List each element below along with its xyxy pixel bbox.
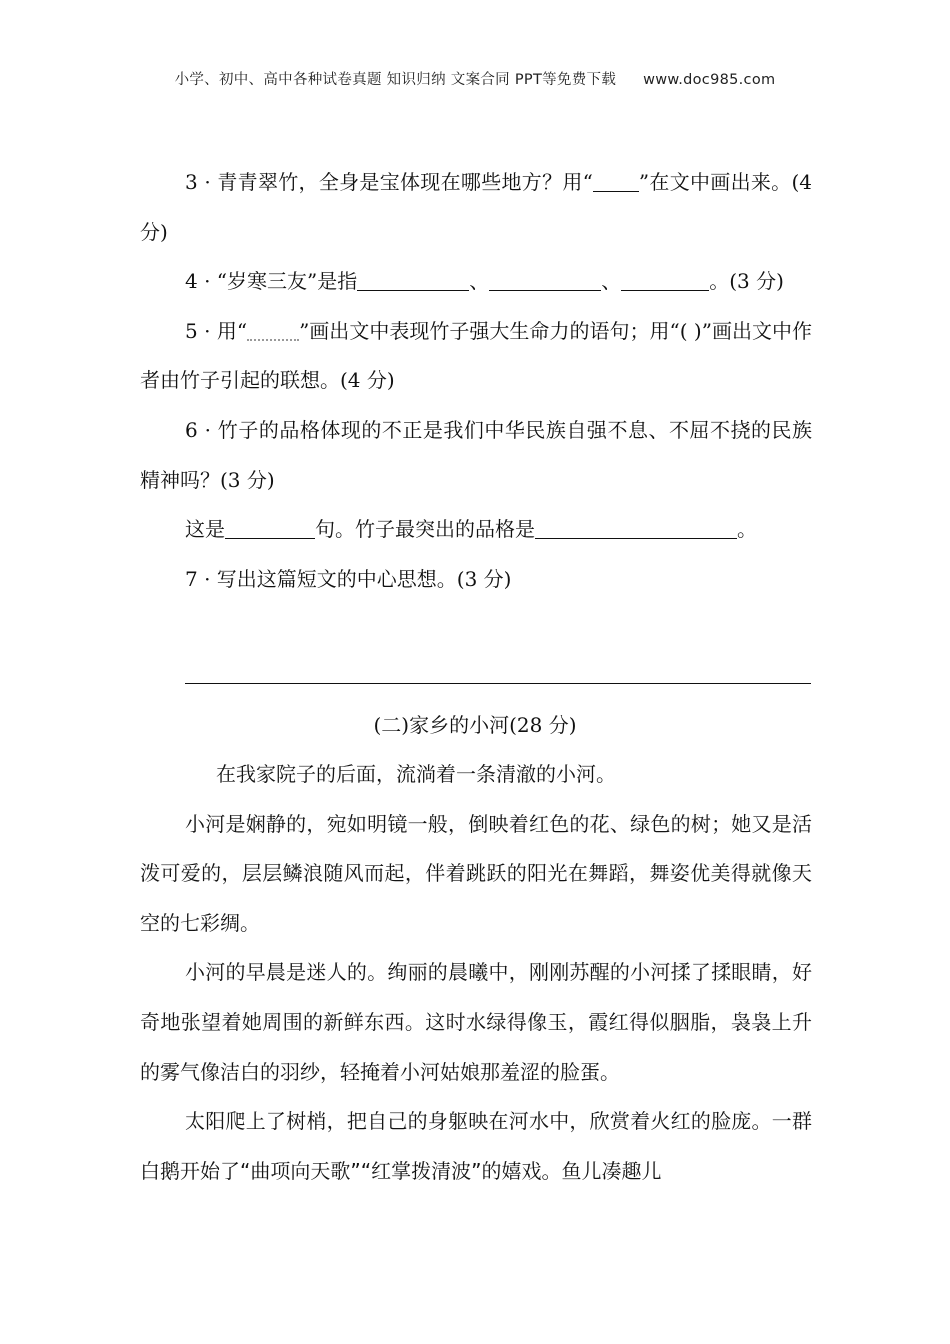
- question-3-text-b: ”在文中画出来。(4 分): [140, 170, 812, 244]
- question-6-answer-text-c: 。: [737, 517, 757, 542]
- article-paragraph-3: 小河的早晨是迷人的。绚丽的晨曦中，刚刚苏醒的小河揉了揉眼睛，好奇地张望着她周围的新鲜东西。这时水绿得像玉，霞红得似胭脂，袅袅上升的雾气像洁白的羽纱，轻掩着小河姑娘那羞涩的脸蛋。: [140, 960, 812, 1084]
- question-4-blank-1[interactable]: [357, 269, 469, 291]
- question-4-sep-2: 、: [601, 269, 622, 294]
- question-6-text: 6 · 竹子的品格体现的不正是我们中华民族自强不息、不屈不挠的民族精神吗？(3 分): [140, 417, 812, 492]
- wavy-line-sample: [247, 318, 299, 341]
- question-3: [140, 158, 812, 257]
- section-title: (二)家乡的小河(28 分): [373, 713, 577, 737]
- question-4: [140, 257, 812, 307]
- question-6-blank-2[interactable]: [535, 517, 737, 539]
- question-4-text-a: 4 · “岁寒三友”是指: [185, 269, 358, 294]
- question-3-line-sample: [593, 170, 639, 192]
- question-6-answer-text-a: 这是: [185, 517, 225, 542]
- question-5-text-b: ”画出文中表现竹子强大生命力的语句；用“( )”画出文中作者由竹子引起的联想。(4 分): [140, 318, 812, 393]
- article-body: [140, 750, 812, 1196]
- question-4-text-b: 。(3 分): [709, 269, 784, 294]
- article-paragraph-1: 在我家院子的后面，流淌着一条清澈的小河。: [216, 762, 616, 786]
- question-4-sep-1: 、: [469, 269, 490, 294]
- questions-block: [140, 158, 812, 604]
- question-5: [140, 307, 812, 406]
- question-7-answer-line[interactable]: [185, 683, 811, 684]
- header-text: 小学、初中、高中各种试卷真题 知识归纳 文案合同 PPT等免费下载: [174, 72, 617, 88]
- question-4-blank-2[interactable]: [489, 269, 601, 291]
- article-paragraph-2: 小河是娴静的，宛如明镜一般，倒映着红色的花、绿色的树；她又是活泼可爱的，层层鳞浪随风而起，伴着跳跃的阳光在舞蹈，舞姿优美得就像天空的七彩绸。: [140, 811, 812, 935]
- question-5-text-a: 5 · 用“: [185, 318, 248, 343]
- header-site: www.doc985.com: [643, 72, 776, 88]
- article-paragraph-4: 太阳爬上了树梢，把自己的身躯映在河水中，欣赏着火红的脸庞。一群白鹅开始了“曲项向天歌”“红掌拨清波”的嬉戏。鱼儿凑趣儿: [140, 1109, 812, 1183]
- question-3-text-a: 3 · 青青翠竹，全身是宝体现在哪些地方？用“: [185, 170, 593, 194]
- question-6: [140, 406, 812, 505]
- question-7-text: 7 · 写出这篇短文的中心思想。(3 分): [185, 566, 512, 591]
- question-6-answer: [140, 505, 812, 555]
- page-header: [0, 68, 950, 89]
- question-4-blank-3[interactable]: [621, 269, 709, 291]
- question-6-answer-text-b: 句。竹子最突出的品格是: [315, 517, 535, 542]
- question-6-blank-1[interactable]: [225, 517, 315, 539]
- question-7: [140, 555, 812, 605]
